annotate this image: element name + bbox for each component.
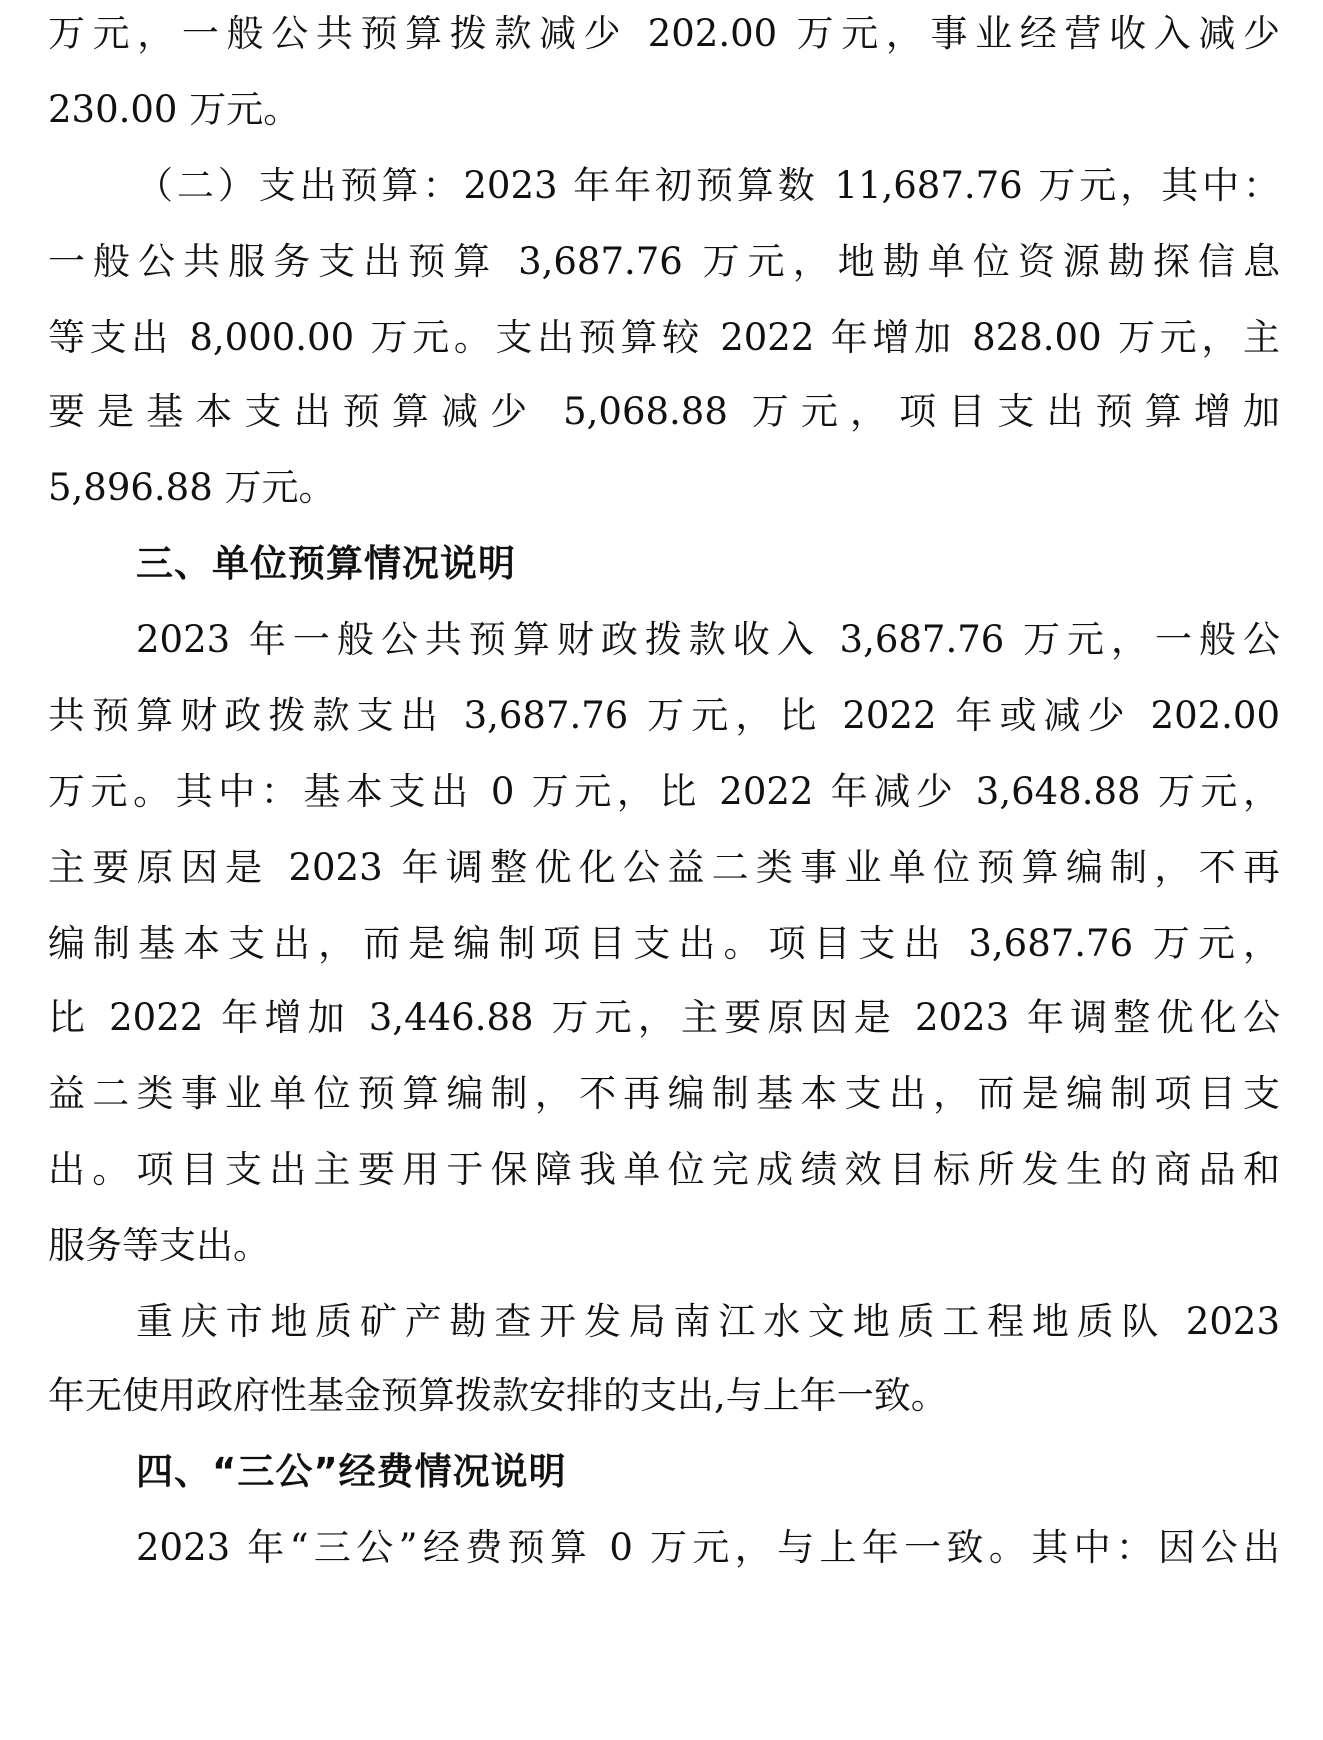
text-line: 重庆市地质矿产勘查开发局南江水文地质工程地质队 2023 xyxy=(136,1300,1280,1343)
text-line: 编制基本支出，而是编制项目支出。项目支出 3,687.76 万元， xyxy=(48,922,1280,965)
text-line: 年无使用政府性基金预算拨款安排的支出,与上年一致。 xyxy=(48,1374,948,1417)
text-line: 230.00 万元。 xyxy=(48,88,301,131)
text-line: 一般公共服务支出预算 3,687.76 万元，地勘单位资源勘探信息 xyxy=(48,240,1280,283)
text-line: 要是基本支出预算减少 5,068.88 万元，项目支出预算增加 xyxy=(48,390,1280,433)
text-line: 益二类事业单位预算编制，不再编制基本支出，而是编制项目支 xyxy=(48,1072,1280,1115)
text-line: 5,896.88 万元。 xyxy=(48,466,336,509)
text-line: 共预算财政拨款支出 3,687.76 万元，比 2022 年或减少 202.00 xyxy=(48,694,1280,737)
text-line: 万元，一般公共预算拨款减少 202.00 万元，事业经营收入减少 xyxy=(48,12,1280,55)
text-line: 等支出 8,000.00 万元。支出预算较 2022 年增加 828.00 万元，主 xyxy=(48,316,1280,359)
text-line: 万元。其中：基本支出 0 万元，比 2022 年减少 3,648.88 万元， xyxy=(48,770,1280,813)
text-line: 2023 年一般公共预算财政拨款收入 3,687.76 万元，一般公 xyxy=(136,618,1280,661)
text-line: （二）支出预算：2023 年年初预算数 11,687.76 万元，其中： xyxy=(136,164,1280,207)
text-line: 2023 年“三公”经费预算 0 万元，与上年一致。其中：因公出 xyxy=(136,1526,1280,1569)
section-heading: 三、单位预算情况说明 xyxy=(136,542,516,585)
text-line: 比 2022 年增加 3,446.88 万元，主要原因是 2023 年调整优化公 xyxy=(48,996,1280,1039)
text-line: 服务等支出。 xyxy=(48,1224,270,1267)
text-line: 出。项目支出主要用于保障我单位完成绩效目标所发生的商品和 xyxy=(48,1148,1280,1191)
section-heading: 四、“三公”经费情况说明 xyxy=(136,1450,567,1493)
text-line: 主要原因是 2023 年调整优化公益二类事业单位预算编制，不再 xyxy=(48,846,1280,889)
